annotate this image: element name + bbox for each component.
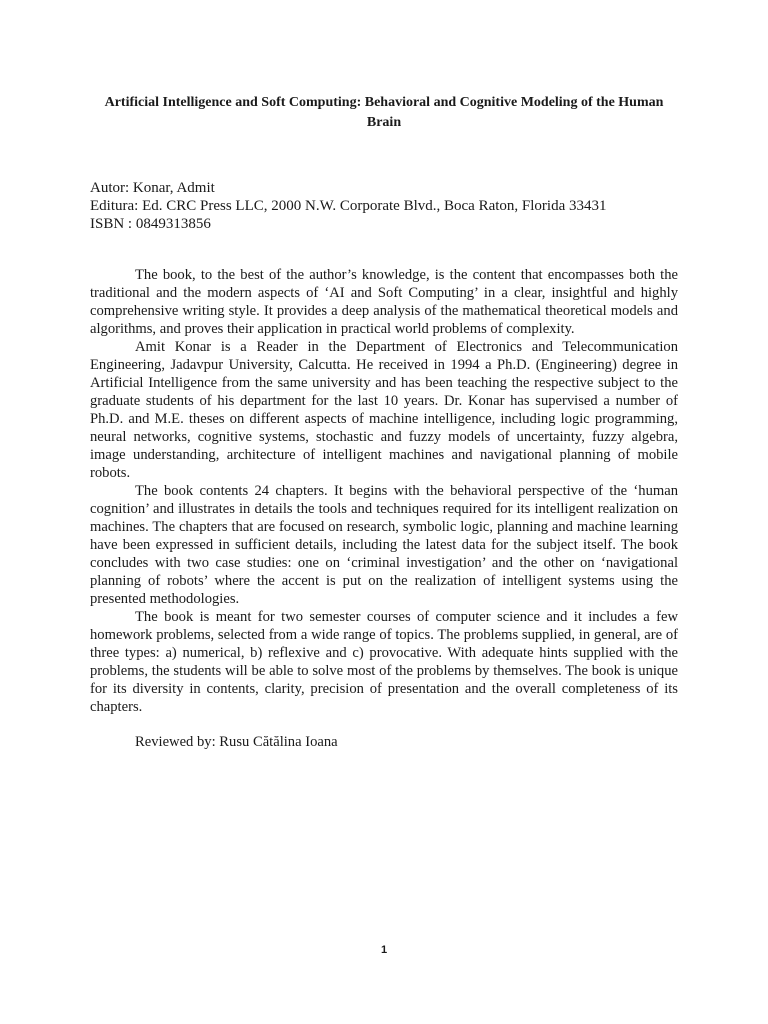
- review-body: [90, 266, 678, 716]
- paragraph-contents: The book contents 24 chapters. It begins with the behavioral perspective of the ‘human cognition’ and illustrates in details the tools and techniques required for its intelligent realization on machines. The chapters that are focused on research, symbolic logic, planning and machine learning have been expressed in sufficient details, including the latest data for the subject itself. The book concludes with two case studies: one on ‘criminal investigation’ and the other on ‘navigational planning of robots’ where the accent is put on the realization of intelligent systems using the presented methodologies.: [90, 483, 678, 607]
- reviewer-line: Reviewed by: Rusu Cătălina Ioana: [135, 734, 338, 750]
- document-title: Artificial Intelligence and Soft Computing: Behavioral and Cognitive Modeling of the Human Brain: [104, 95, 664, 130]
- publisher-line: Editura: Ed. CRC Press LLC, 2000 N.W. Corporate Blvd., Boca Raton, Florida 33431: [90, 198, 607, 214]
- paragraph-courses: The book is meant for two semester courses of computer science and it includes a few homework problems, selected from a wide range of topics. The problems supplied, in general, are of three types: a) numerical, b) reflexive and c) provocative. With adequate hints supplied with the problems, the students will be able to solve most of the problems by themselves. The book is unique for its diversity in contents, clarity, precision of presentation and the overall completeness of its chapters.: [90, 609, 678, 715]
- author-line: Autor: Konar, Admit: [90, 180, 215, 196]
- paragraph-overview: The book, to the best of the author’s knowledge, is the content that encompasses both the traditional and the modern aspects of ‘AI and Soft Computing’ in a clear, insightful and highly comprehensive writing style. It provides a deep analysis of the mathematical theoretical models and algorithms, and proves their application in practical world problems of complexity.: [90, 267, 678, 337]
- book-metadata: [90, 179, 690, 233]
- isbn-line: ISBN : 0849313856: [90, 216, 211, 232]
- page-number: 1: [380, 944, 388, 956]
- paragraph-author-bio: Amit Konar is a Reader in the Department of Electronics and Telecommunication Engineering, Jadavpur University, Calcutta. He received in 1994 a Ph.D. (Engineering) degree in Artificial Intelligence from the same university and has been teaching the respective subject to the graduate students of his department for the last 10 years. Dr. Konar has supervised a number of Ph.D. and M.E. theses on different aspects of machine intelligence, including logic programming, neural networks, cognitive systems, stochastic and fuzzy models of uncertainty, fuzzy algebra, image understanding, architecture of intelligent machines and navigational planning of mobile robots.: [90, 339, 678, 481]
